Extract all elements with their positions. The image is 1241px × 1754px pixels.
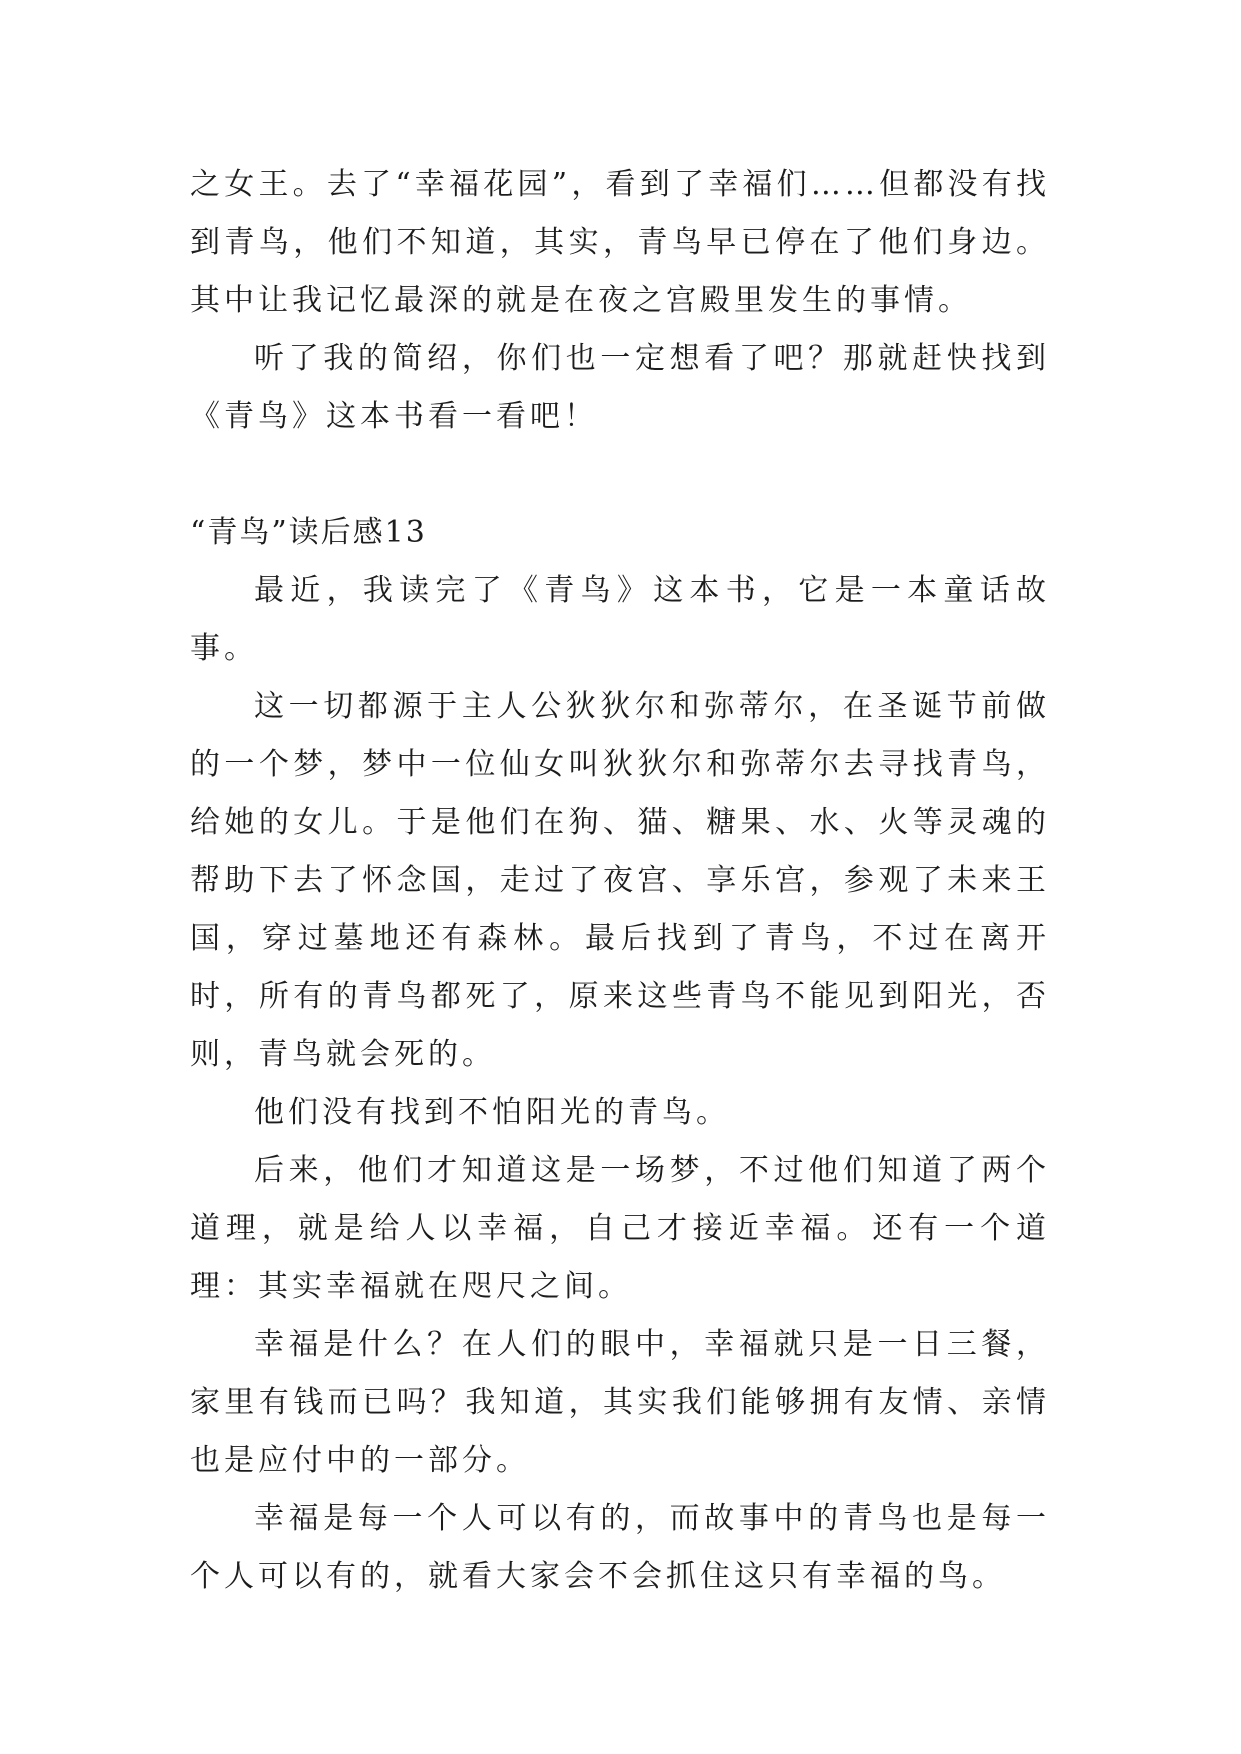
body-paragraph: 他们没有找到不怕阳光的青鸟。 [254,1095,730,1130]
body-paragraph: 最近，我读完了《青鸟》这本书，它是一本童话故事。 [190,573,1050,666]
continuation-paragraph: 听了我的简绍，你们也一定想看了吧？那就赶快找到《青鸟》这本书看一看吧！ [190,341,1050,434]
body-paragraph: 后来，他们才知道这是一场梦，不过他们知道了两个道理，就是给人以幸福，自己才接近幸福。还有一个道理：其实幸福就在咫尺之间。 [190,1153,1050,1304]
section-gap [190,446,1050,504]
body-paragraph: 幸福是每一个人可以有的，而故事中的青鸟也是每一个人可以有的，就看大家会不会抓住这只有幸福的鸟。 [190,1501,1050,1594]
document-body [190,156,1050,1606]
body-paragraph: 幸福是什么？在人们的眼中，幸福就只是一日三餐，家里有钱而已吗？我知道，其实我们能够拥有友情、亲情也是应付中的一部分。 [190,1327,1050,1478]
continuation-paragraph: 之女王。去了“幸福花园”，看到了幸福们……但都没有找到青鸟，他们不知道，其实，青鸟早已停在了他们身边。其中让我记忆最深的就是在夜之宫殿里发生的事情。 [190,167,1050,318]
body-paragraph: 这一切都源于主人公狄狄尔和弥蒂尔，在圣诞节前做的一个梦，梦中一位仙女叫狄狄尔和弥蒂尔去寻找青鸟，给她的女儿。于是他们在狗、猫、糖果、水、火等灵魂的帮助下去了怀念国，走过了夜宫、享乐宫，参观了未来王国，穿过墓地还有森林。最后找到了青鸟，不过在离开时，所有的青鸟都死了，原来这些青鸟不能见到阳光，否则，青鸟就会死的。 [190,689,1050,1072]
section-title: “青鸟”读后感13 [190,515,427,550]
